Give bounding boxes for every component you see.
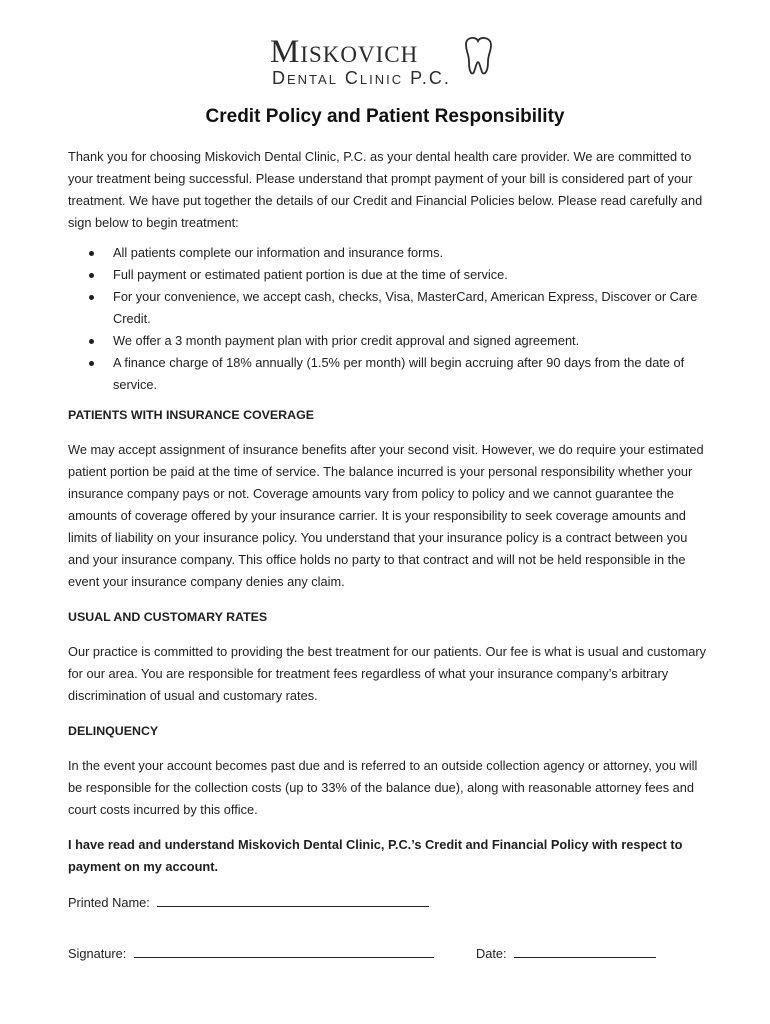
policy-bullet-list <box>68 242 708 396</box>
bullet-icon <box>89 273 94 278</box>
list-item: We offer a 3 month payment plan with prior credit approval and signed agreement. <box>68 330 708 352</box>
list-item: A finance charge of 18% annually (1.5% per month) will begin accruing after 90 days from the date of service. <box>68 352 708 396</box>
section-heading-rates: USUAL AND CUSTOMARY RATES <box>68 610 268 624</box>
section-body-insurance: We may accept assignment of insurance benefits after your second visit. However, we do require your estimated patient portion be paid at the time of service. The balance incurred is your personal responsibility whether your insurance company pays or not. Coverage amounts vary from policy to policy and we cannot guarantee the amounts of coverage offered by your insurance carrier. It is your responsibility to seek coverage amounts and limits of liability on your insurance policy. You understand that your insurance policy is a contract between you and your insurance company. This office holds no party to that contract and will not be held responsible in the event your insurance company denies any claim. <box>68 442 704 589</box>
signature-row <box>68 942 708 964</box>
printed-name-field[interactable] <box>157 891 429 907</box>
list-item: For your convenience, we accept cash, checks, Visa, MasterCard, American Express, Discover or Care Credit. <box>68 286 708 330</box>
date-group <box>476 942 656 965</box>
bullet-icon <box>89 295 94 300</box>
logo-subtitle: Dental Clinic P.C. <box>272 68 451 88</box>
page-title: Credit Policy and Patient Responsibility <box>205 106 565 127</box>
acknowledgement-statement: I have read and understand Miskovich Dental Clinic, P.C.’s Credit and Financial Policy with respect to payment on my account. <box>68 837 683 874</box>
signature-label: Signature: <box>68 946 127 961</box>
policy-content <box>68 146 708 964</box>
list-item: Full payment or estimated patient portion is due at the time of service. <box>68 264 708 286</box>
section-body-rates: Our practice is committed to providing the best treatment for our patients. Our fee is what is usual and customary for our area. You are responsible for treatment fees regardless of what your insurance company’s arbitrary discrimination of usual and customary rates. <box>68 644 707 703</box>
date-label: Date: <box>476 946 507 961</box>
logo-name: Miskovich <box>270 34 419 70</box>
date-field[interactable] <box>514 942 656 958</box>
bullet-icon <box>89 339 94 344</box>
printed-name-label: Printed Name: <box>68 895 150 910</box>
printed-name-row <box>68 891 708 913</box>
list-item: All patients complete our information and insurance forms. <box>68 242 708 264</box>
intro-paragraph: Thank you for choosing Miskovich Dental Clinic, P.C. as your dental health care provider. We are committed to your treatment being successful. Please understand that prompt payment of your bill is considered part of your treatment. We have put together the details of our Credit and Financial Policies below. Please read carefully and sign below to begin treatment: <box>68 149 703 230</box>
clinic-logo <box>270 28 510 92</box>
tooth-icon <box>458 34 498 78</box>
bullet-icon <box>89 361 94 366</box>
signature-field[interactable] <box>134 942 434 958</box>
section-heading-insurance: PATIENTS WITH INSURANCE COVERAGE <box>68 408 314 422</box>
bullet-icon <box>89 251 94 256</box>
section-heading-delinquency: DELINQUENCY <box>68 724 159 738</box>
section-body-delinquency: In the event your account becomes past due and is referred to an outside collection agency or attorney, you will be responsible for the collection costs (up to 33% of the balance due), along with reasonable attorney fees and court costs incurred by this office. <box>68 758 698 817</box>
